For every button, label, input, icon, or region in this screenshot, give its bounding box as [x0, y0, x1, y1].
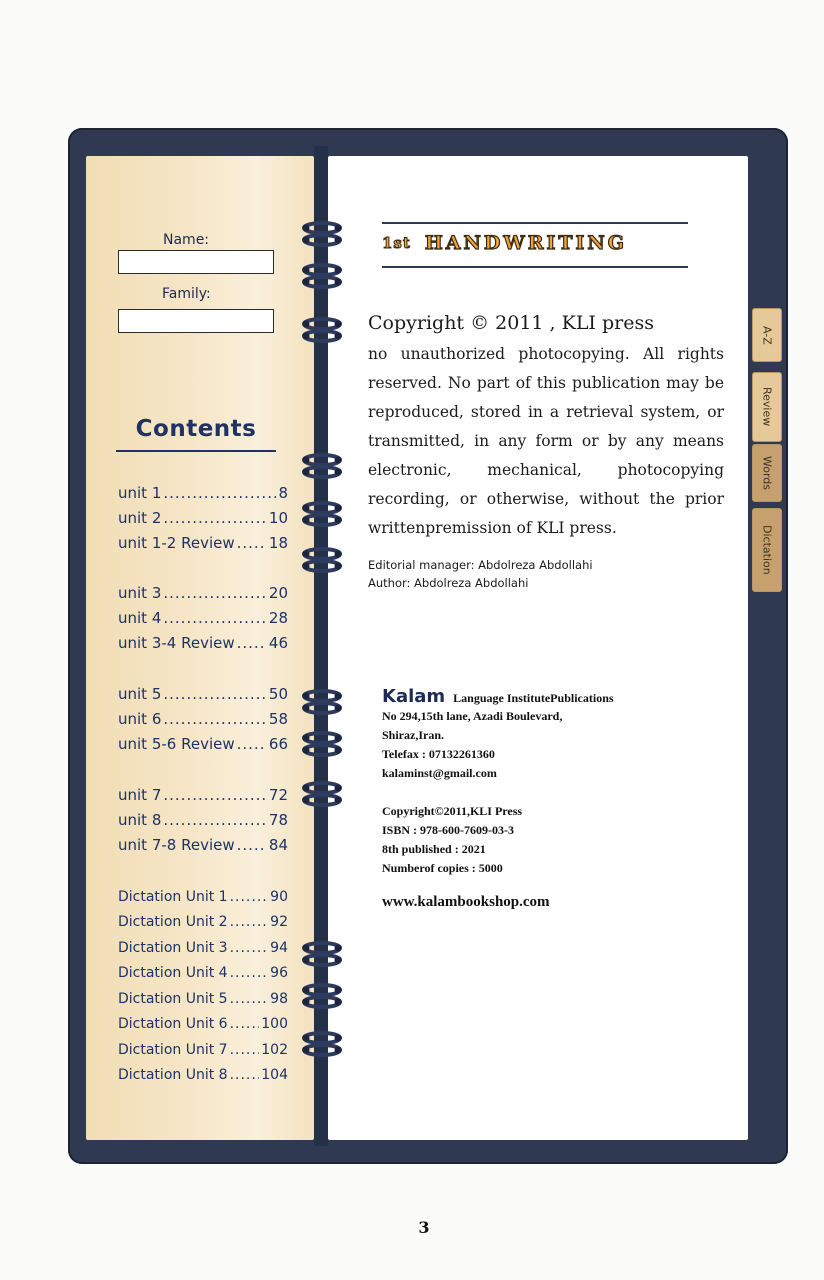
- toc-leader-dots: [163, 811, 267, 829]
- toc-entry[interactable]: [118, 961, 288, 987]
- toc-entry-title: Dictation Unit 6: [118, 1016, 228, 1033]
- toc-leader-dots: [230, 1016, 260, 1032]
- binder-ring-icon: [298, 780, 346, 808]
- heading-rule-bottom: [382, 266, 688, 268]
- toc-entry[interactable]: [118, 884, 288, 910]
- toc-leader-dots: [163, 786, 267, 804]
- binder-ring-icon: [298, 730, 346, 758]
- toc-page-number: 58: [268, 709, 288, 728]
- publication-meta: [382, 802, 522, 878]
- toc-entry-title: unit 7-8 Review: [118, 835, 235, 854]
- toc-group: [118, 480, 288, 555]
- contents-divider: [116, 450, 276, 452]
- toc-page-number: 18: [268, 533, 288, 552]
- telefax: Telefax : 07132261360: [382, 747, 495, 761]
- tab-dictation[interactable]: [752, 508, 782, 592]
- name-label: Name:: [163, 232, 210, 248]
- address-line-2: Shiraz,Iran.: [382, 728, 445, 742]
- toc-group: [118, 782, 288, 857]
- toc-entry-title: Dictation Unit 2: [118, 914, 228, 931]
- toc-leader-dots: [230, 1067, 260, 1083]
- toc-entry[interactable]: [118, 530, 288, 555]
- binder-ring-icon: [298, 316, 346, 344]
- toc-entry-title: Dictation Unit 4: [118, 965, 228, 982]
- toc-entry-title: unit 8: [118, 810, 162, 829]
- toc-leader-dots: [230, 991, 269, 1007]
- toc-leader-dots: [163, 710, 267, 728]
- toc-entry[interactable]: [118, 832, 288, 857]
- binder-ring-icon: [298, 262, 346, 290]
- toc-entry-title: unit 1: [118, 483, 162, 502]
- website-link[interactable]: www.kalambookshop.com: [382, 894, 550, 910]
- binder-ring-icon: [298, 940, 346, 968]
- toc-entry[interactable]: [118, 1037, 288, 1063]
- toc-page-number: 90: [270, 888, 288, 905]
- toc-entry-title: unit 2: [118, 508, 162, 527]
- binder-ring-icon: [298, 1030, 346, 1058]
- editorial-manager: Editorial manager: Abdolreza Abdollahi: [368, 558, 593, 572]
- binder-ring-icon: [298, 220, 346, 248]
- family-field[interactable]: [118, 309, 274, 333]
- meta-copies: Numberof copies : 5000: [382, 861, 503, 875]
- email: kalaminst@gmail.com: [382, 766, 497, 780]
- tab-label: A-Z: [760, 325, 774, 345]
- toc-page-number: 28: [268, 608, 288, 627]
- contents-title: Contents: [135, 416, 257, 442]
- toc-entry-title: Dictation Unit 8: [118, 1067, 228, 1084]
- toc-entry-title: unit 7: [118, 785, 162, 804]
- toc-page-number: 72: [268, 785, 288, 804]
- editorial-credits: [368, 556, 593, 592]
- page-number: 3: [418, 1218, 430, 1237]
- meta-isbn: ISBN : 978-600-7609-03-3: [382, 823, 514, 837]
- toc-entry[interactable]: [118, 807, 288, 832]
- meta-copyright: Copyright©2011,KLI Press: [382, 804, 523, 818]
- tab-a-z[interactable]: [752, 308, 782, 362]
- name-field[interactable]: [118, 250, 274, 274]
- toc-group: [118, 580, 288, 655]
- toc-page-number: 98: [270, 990, 288, 1007]
- toc-page-number: 66: [268, 734, 288, 753]
- toc-page-number: 94: [270, 939, 288, 956]
- toc-entry[interactable]: [118, 910, 288, 936]
- toc-page-number: 10: [268, 508, 288, 527]
- publisher-name: Language InstitutePublications: [453, 691, 614, 705]
- toc-group: [118, 681, 288, 756]
- toc-entry[interactable]: [118, 580, 288, 605]
- tab-label: Review: [760, 387, 774, 427]
- copyright-notice: no unauthorized photocopying. All rights reserved. No part of this publication may be reproduced, stored in a retrieval system, or transmitted, in any form or by any means electronic, mechanical, photocopying recording, or otherwise, without the prior writtenpremission of KLI press.: [368, 345, 724, 537]
- right-page: [328, 156, 748, 1140]
- binder-ring-icon: [298, 982, 346, 1010]
- toc-entry-title: unit 1-2 Review: [118, 533, 235, 552]
- toc-leader-dots: [230, 940, 269, 956]
- toc-entry-title: Dictation Unit 1: [118, 888, 228, 905]
- publisher-block: [382, 686, 732, 783]
- toc-leader-dots: [237, 836, 267, 854]
- binder-ring-icon: [298, 500, 346, 528]
- toc-leader-dots: [163, 484, 276, 502]
- kalam-logo: Kalam: [382, 686, 446, 707]
- toc-page-number: 20: [268, 583, 288, 602]
- toc-entry[interactable]: [118, 681, 288, 706]
- toc-leader-dots: [237, 634, 267, 652]
- toc-leader-dots: [230, 889, 269, 905]
- toc-entry[interactable]: [118, 1012, 288, 1038]
- toc-page-number: 92: [270, 914, 288, 931]
- toc-leader-dots: [230, 914, 269, 930]
- toc-page-number: 8: [278, 483, 288, 502]
- toc-entry[interactable]: [118, 731, 288, 756]
- toc-page-number: 84: [268, 835, 288, 854]
- toc-entry[interactable]: [118, 706, 288, 731]
- family-label: Family:: [162, 286, 211, 302]
- heading-ordinal: 1st: [382, 234, 411, 252]
- toc-page-number: 102: [261, 1041, 288, 1058]
- toc-entry-title: unit 4: [118, 608, 162, 627]
- copyright-heading: Copyright © 2011 , KLI press: [368, 312, 654, 334]
- toc-entry[interactable]: [118, 480, 288, 505]
- toc-leader-dots: [237, 534, 267, 552]
- toc-page-number: 46: [268, 633, 288, 652]
- author-credit: Author: Abdolreza Abdollahi: [368, 576, 529, 590]
- toc-leader-dots: [230, 965, 269, 981]
- toc-leader-dots: [163, 584, 267, 602]
- toc-entry[interactable]: [118, 605, 288, 630]
- toc-page-number: 96: [270, 965, 288, 982]
- binder-ring-icon: [298, 688, 346, 716]
- toc-entry-title: unit 6: [118, 709, 162, 728]
- toc-entry[interactable]: [118, 935, 288, 961]
- toc-dictation-group: [118, 884, 288, 1088]
- handwriting-heading: [382, 228, 688, 258]
- toc-entry-title: unit 5-6 Review: [118, 734, 235, 753]
- toc-entry[interactable]: [118, 986, 288, 1012]
- toc-entry-title: unit 5: [118, 684, 162, 703]
- toc-page-number: 50: [268, 684, 288, 703]
- toc-leader-dots: [163, 509, 267, 527]
- toc-leader-dots: [230, 1042, 260, 1058]
- toc-entry-title: Dictation Unit 7: [118, 1041, 228, 1058]
- tab-words[interactable]: [752, 444, 782, 502]
- tab-review[interactable]: [752, 372, 782, 442]
- toc-entry[interactable]: [118, 630, 288, 655]
- toc-entry-title: unit 3-4 Review: [118, 633, 235, 652]
- toc-page-number: 104: [261, 1067, 288, 1084]
- heading-rule-top: [382, 222, 688, 224]
- binder-ring-icon: [298, 452, 346, 480]
- toc-page-number: 100: [261, 1016, 288, 1033]
- toc-entry-title: Dictation Unit 3: [118, 939, 228, 956]
- toc-leader-dots: [163, 685, 267, 703]
- binder-ring-icon: [298, 546, 346, 574]
- tab-label: Words: [760, 455, 774, 490]
- toc-entry[interactable]: [118, 505, 288, 530]
- heading-word: HANDWRITING: [424, 232, 627, 254]
- toc-page-number: 78: [268, 810, 288, 829]
- toc-leader-dots: [163, 609, 267, 627]
- toc-entry-title: Dictation Unit 5: [118, 990, 228, 1007]
- toc-leader-dots: [237, 735, 267, 753]
- meta-published: 8th published : 2021: [382, 842, 486, 856]
- address-line-1: No 294,15th lane, Azadi Boulevard,: [382, 709, 563, 723]
- toc-entry[interactable]: [118, 1063, 288, 1089]
- toc-entry[interactable]: [118, 782, 288, 807]
- toc-entry-title: unit 3: [118, 583, 162, 602]
- tab-label: Dictation: [760, 525, 774, 575]
